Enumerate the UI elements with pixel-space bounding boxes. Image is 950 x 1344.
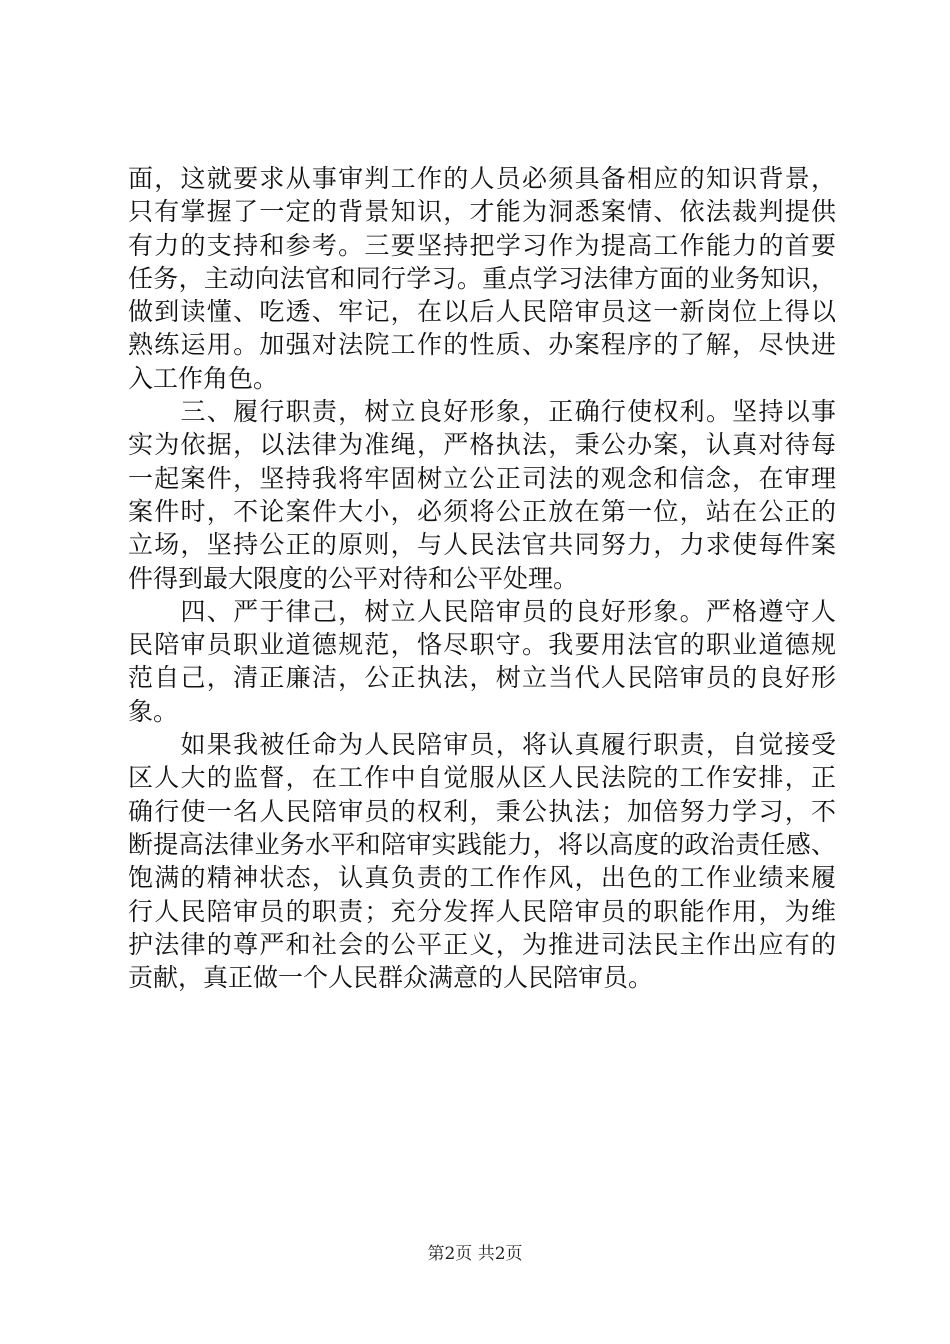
- text-line: 件得到最大限度的公平对待和公平处理。: [128, 563, 579, 593]
- text-line: 护法律的尊严和社会的公平正义，为推进司法民主作出应有的: [128, 929, 836, 959]
- text-line: 区人大的监督，在工作中自觉服从区人民法院的工作安排，正: [128, 763, 836, 793]
- text-line: 范自己，清正廉洁，公正执法，树立当代人民陪审员的良好形: [128, 663, 836, 693]
- text-line: 立场，坚持公正的原则，与人民法官共同努力，力求使每件案: [128, 530, 836, 560]
- text-line: 三、履行职责，树立良好形象，正确行使权利。坚持以事: [128, 397, 836, 427]
- text-line: 象。: [128, 696, 179, 726]
- page-footer: 第2页 共2页: [427, 1244, 523, 1264]
- text-line: 面，这就要求从事审判工作的人员必须具备相应的知识背景，: [128, 164, 836, 193]
- text-line: 确行使一名人民陪审员的权利，秉公执法；加倍努力学习，不: [128, 796, 836, 826]
- text-line: 只有掌握了一定的背景知识，才能为洞悉案情、依法裁判提供: [128, 197, 836, 227]
- text-line: 做到读懂、吃透、牢记，在以后人民陪审员这一新岗位上得以: [128, 297, 836, 327]
- text-line: 民陪审员职业道德规范，恪尽职守。我要用法官的职业道德规: [128, 630, 836, 660]
- text-line: 任务，主动向法官和同行学习。重点学习法律方面的业务知识，: [128, 263, 836, 293]
- text-line: 有力的支持和参考。三要坚持把学习作为提高工作能力的首要: [128, 230, 836, 260]
- text-line: 贡献，真正做一个人民群众满意的人民陪审员。: [128, 963, 654, 993]
- text-line: 一起案件，坚持我将牢固树立公正司法的观念和信念，在审理: [128, 463, 836, 493]
- text-line: 熟练运用。加强对法院工作的性质、办案程序的了解，尽快进: [128, 330, 836, 360]
- text-line: 入工作角色。: [128, 363, 279, 393]
- text-line: 实为依据，以法律为准绳，严格执法，秉公办案，认真对待每: [128, 430, 836, 460]
- text-line: 案件时，不论案件大小，必须将公正放在第一位，站在公正的: [128, 496, 836, 526]
- document-body: [128, 162, 836, 994]
- text-line: 四、严于律己，树立人民陪审员的良好形象。严格遵守人: [128, 596, 836, 626]
- text-line: 饱满的精神状态，认真负责的工作作风，出色的工作业绩来履: [128, 863, 836, 893]
- text-line: 断提高法律业务水平和陪审实践能力，将以高度的政治责任感、: [128, 829, 836, 859]
- text-line: 行人民陪审员的职责；充分发挥人民陪审员的职能作用，为维: [128, 896, 836, 926]
- text-line: 如果我被任命为人民陪审员，将认真履行职责，自觉接受: [128, 730, 836, 760]
